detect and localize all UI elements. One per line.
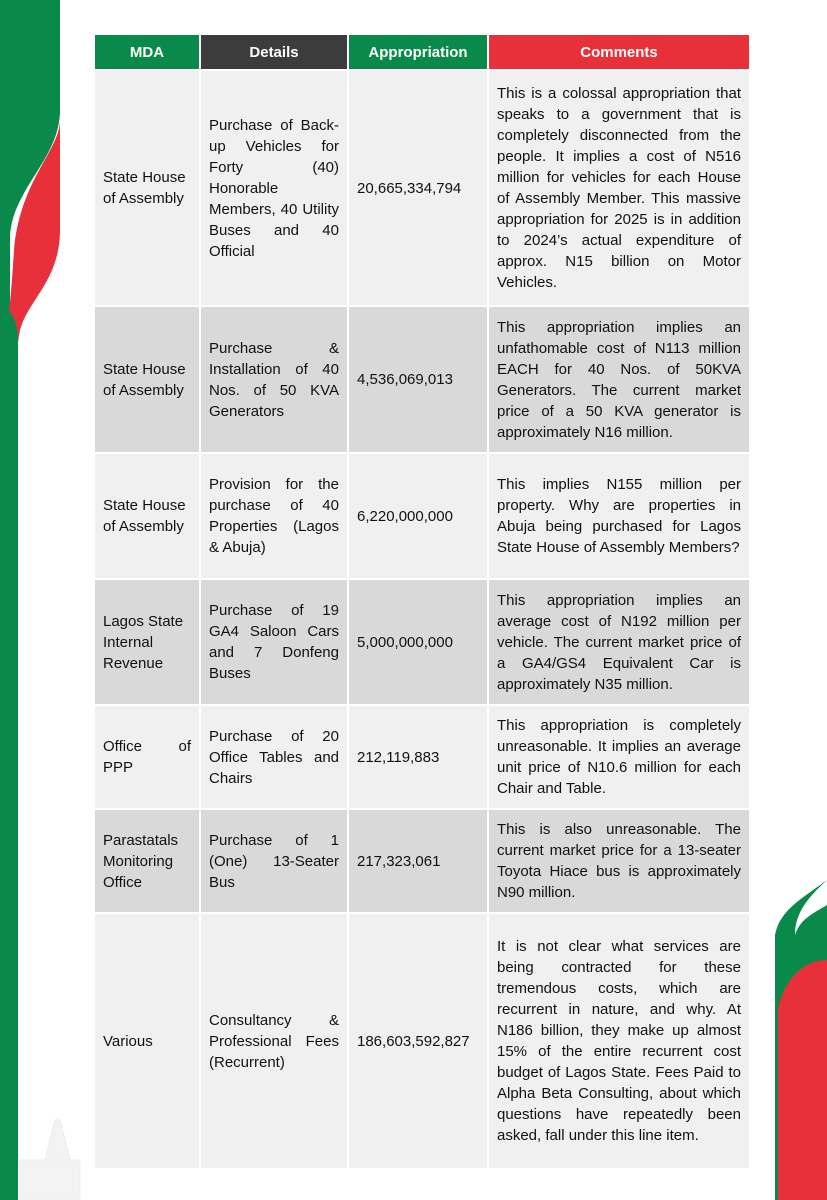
cell-details: Purchase of 20 Office Tables and Chairs xyxy=(201,706,347,808)
table-row xyxy=(95,810,749,912)
appropriation-table-container xyxy=(93,33,747,1170)
table-row xyxy=(95,706,749,808)
cell-appropriation: 4,536,069,013 xyxy=(349,307,487,452)
cell-appropriation: 6,220,000,000 xyxy=(349,454,487,578)
table-row xyxy=(95,580,749,704)
table-header-row xyxy=(95,35,749,69)
cell-comments: This is also unreasonable. The current market price for a 13-seater Toyota Hiace bus is approximately N90 million. xyxy=(489,810,749,912)
left-flag-stripes xyxy=(0,0,70,1200)
cell-mda: Office of PPP xyxy=(95,706,199,808)
cell-details: Provision for the purchase of 40 Properties (Lagos & Abuja) xyxy=(201,454,347,578)
table-row xyxy=(95,71,749,305)
cell-details: Purchase & Installation of 40 Nos. of 50 KVA Generators xyxy=(201,307,347,452)
cell-comments: This appropriation is completely unreasonable. It implies an average unit price of N10.6 million for each Chair and Table. xyxy=(489,706,749,808)
cell-details: Purchase of 1 (One) 13-Seater Bus xyxy=(201,810,347,912)
cell-appropriation: 5,000,000,000 xyxy=(349,580,487,704)
header-details: Details xyxy=(201,35,347,69)
cell-appropriation: 217,323,061 xyxy=(349,810,487,912)
cell-comments: It is not clear what services are being contracted for these tremendous costs, which are recurrent in nature, and why. At N186 billion, they make up almost 15% of the entire recurrent cost budget of Lagos State. Fees Paid to Alpha Beta Consulting, about which questions have repeatedly been asked, fall under this line item. xyxy=(489,914,749,1168)
cell-comments: This is a colossal appropriation that speaks to a government that is completely disconnected from the people. It implies a cost of N516 million for vehicles for each House of Assembly Member. This massive appropriation for 2025 is in addition to 2024’s actual expenditure of approx. N15 billion on Motor Vehicles. xyxy=(489,71,749,305)
cell-appropriation: 186,603,592,827 xyxy=(349,914,487,1168)
cell-details: Purchase of 19 GA4 Saloon Cars and 7 Donfeng Buses xyxy=(201,580,347,704)
header-appropriation: Appropriation xyxy=(349,35,487,69)
table-row xyxy=(95,307,749,452)
cell-details: Consultancy & Professional Fees (Recurrent) xyxy=(201,914,347,1168)
cell-comments: This appropriation implies an average cost of N192 million per vehicle. The current market price of a GA4/GS4 Equivalent Car is approximately N35 million. xyxy=(489,580,749,704)
cell-mda: Lagos State Internal Revenue xyxy=(95,580,199,704)
cell-comments: This implies N155 million per property. Why are properties in Abuja being purchased for Lagos State House of Assembly Members? xyxy=(489,454,749,578)
cell-mda: State House of Assembly xyxy=(95,454,199,578)
table-row xyxy=(95,454,749,578)
cell-mda: State House of Assembly xyxy=(95,71,199,305)
cell-details: Purchase of Back-up Vehicles for Forty (40) Honorable Members, 40 Utility Buses and 40 Official xyxy=(201,71,347,305)
appropriation-table xyxy=(93,33,751,1170)
cell-mda: Parastatals Monitoring Office xyxy=(95,810,199,912)
table-row xyxy=(95,914,749,1168)
cell-appropriation: 212,119,883 xyxy=(349,706,487,808)
cell-mda: State House of Assembly xyxy=(95,307,199,452)
header-mda: MDA xyxy=(95,35,199,69)
cell-comments: This appropriation implies an unfathomable cost of N113 million EACH for 40 Nos. of 50KVA Generators. The current market price of a 50 KVA generator is approximately N16 million. xyxy=(489,307,749,452)
header-comments: Comments xyxy=(489,35,749,69)
cell-appropriation: 20,665,334,794 xyxy=(349,71,487,305)
cell-mda: Various xyxy=(95,914,199,1168)
